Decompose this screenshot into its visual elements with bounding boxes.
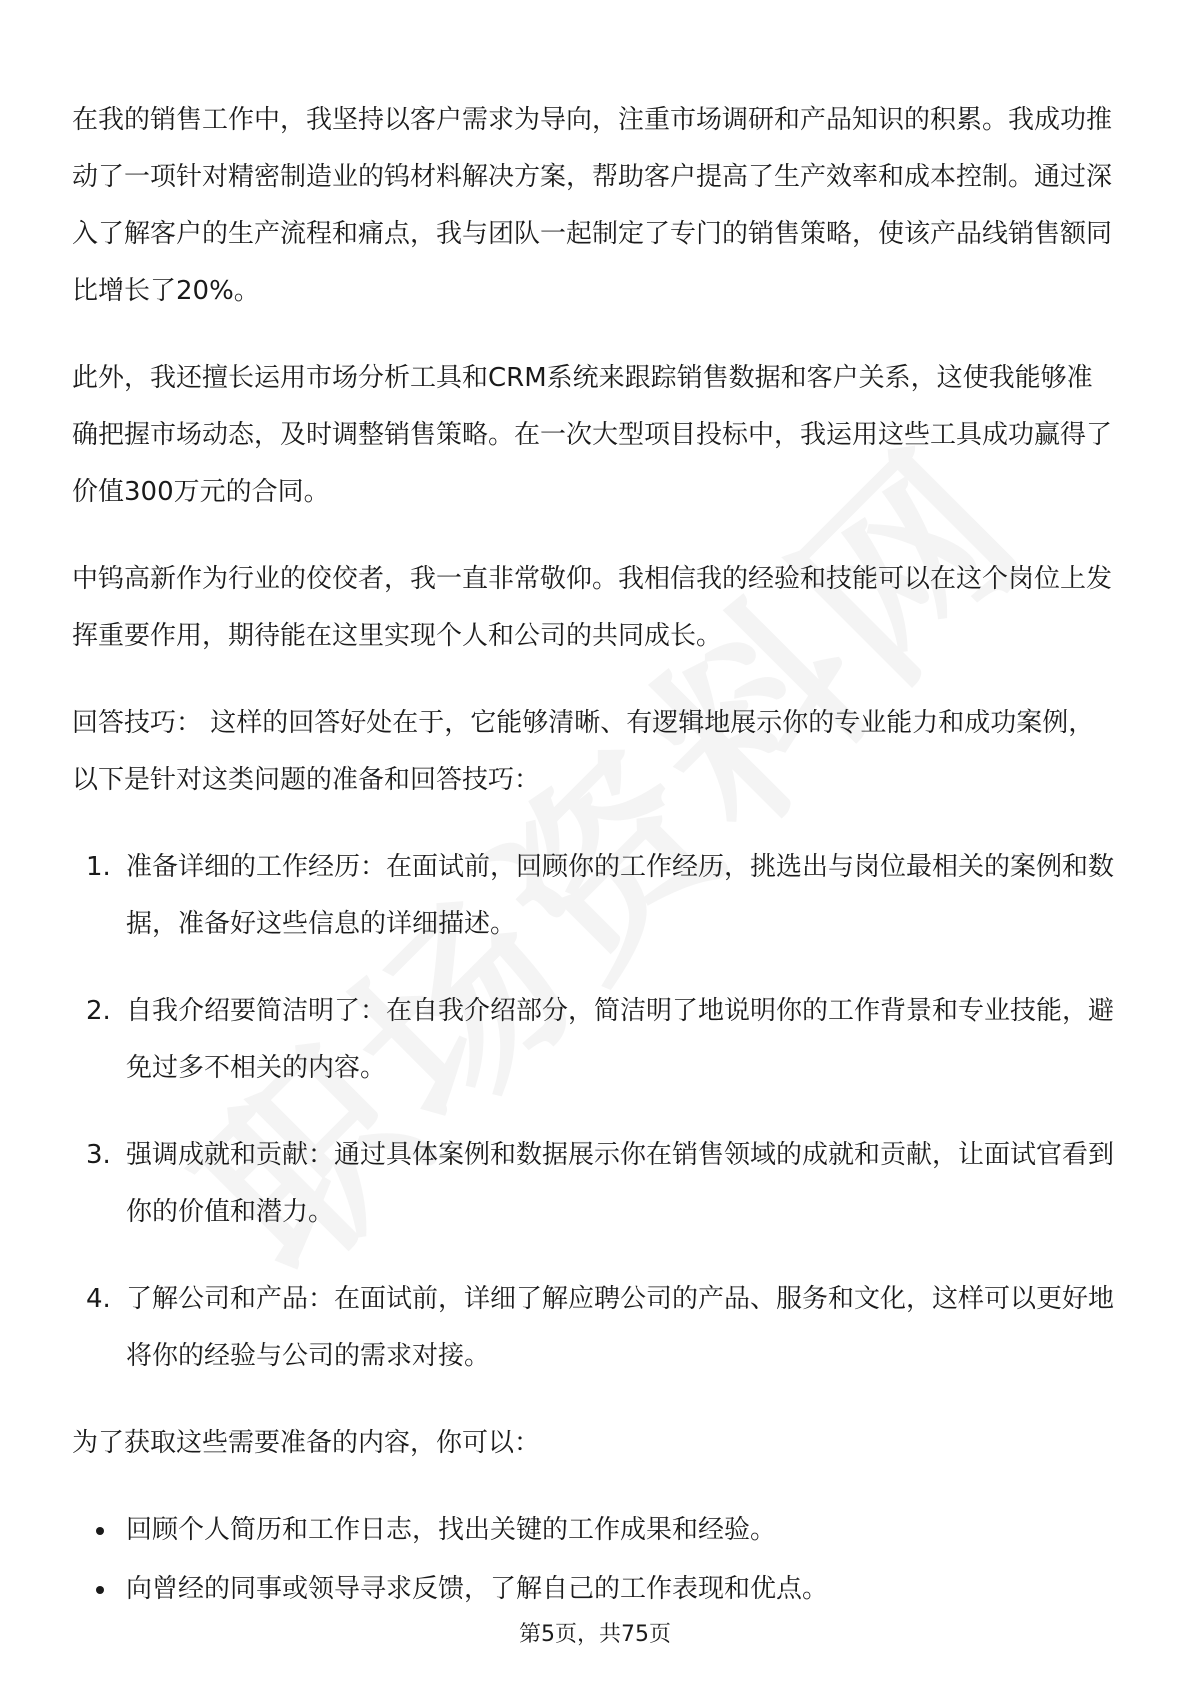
- list-number: 3.: [86, 1140, 111, 1170]
- list-item: [126, 1561, 1118, 1618]
- bullet-list: [72, 1502, 1118, 1618]
- list-item-text: 准备详细的工作经历：在面试前，回顾你的工作经历，挑选出与岗位最相关的案例和数据，准备好这些信息的详细描述。: [126, 852, 1115, 939]
- list-item-text: 向曾经的同事或领导寻求反馈，了解自己的工作表现和优点。: [126, 1574, 829, 1604]
- document-body: [72, 92, 1118, 1620]
- paragraph-answer-tips: 回答技巧： 这样的回答好处在于，它能够清晰、有逻辑地展示你的专业能力和成功案例，以下是针对这类问题的准备和回答技巧：: [72, 708, 1095, 795]
- bullet-icon: [96, 1586, 104, 1594]
- list-number: 1.: [86, 852, 111, 882]
- paragraph-closing: 为了获取这些需要准备的内容，你可以：: [72, 1428, 541, 1458]
- list-item-text: 了解公司和产品：在面试前，详细了解应聘公司的产品、服务和文化，这样可以更好地将你的经验与公司的需求对接。: [126, 1284, 1115, 1371]
- list-item: [86, 839, 1118, 953]
- page-footer: 第5页，共75页: [519, 1622, 671, 1647]
- list-item-text: 回顾个人简历和工作日志，找出关键的工作成果和经验。: [126, 1515, 777, 1545]
- list-item-text: 自我介绍要简洁明了：在自我介绍部分，简洁明了地说明你的工作背景和专业技能，避免过多不相关的内容。: [126, 996, 1115, 1083]
- list-number: 4.: [86, 1284, 111, 1314]
- list-number: 2.: [86, 996, 111, 1026]
- tips-list: [72, 839, 1118, 1385]
- list-item: [86, 1271, 1118, 1385]
- bullet-icon: [96, 1527, 104, 1535]
- list-item: [86, 1127, 1118, 1241]
- paragraph-company: 中钨高新作为行业的佼佼者，我一直非常敬仰。我相信我的经验和技能可以在这个岗位上发挥重要作用，期待能在这里实现个人和公司的共同成长。: [72, 564, 1113, 651]
- list-item: [86, 983, 1118, 1097]
- paragraph-sales-experience: 在我的销售工作中，我坚持以客户需求为导向，注重市场调研和产品知识的积累。我成功推动了一项针对精密制造业的钨材料解决方案，帮助客户提高了生产效率和成本控制。通过深入了解客户的生产流程和痛点，我与团队一起制定了专门的销售策略，使该产品线销售额同比增长了20%。: [72, 105, 1113, 306]
- list-item-text: 强调成就和贡献：通过具体案例和数据展示你在销售领域的成就和贡献，让面试官看到你的价值和潜力。: [126, 1140, 1115, 1227]
- paragraph-tools: 此外，我还擅长运用市场分析工具和CRM系统来跟踪销售数据和客户关系，这使我能够准确把握市场动态，及时调整销售策略。在一次大型项目投标中，我运用这些工具成功赢得了价值300万元的合同。: [72, 363, 1113, 507]
- list-item: [126, 1502, 1118, 1559]
